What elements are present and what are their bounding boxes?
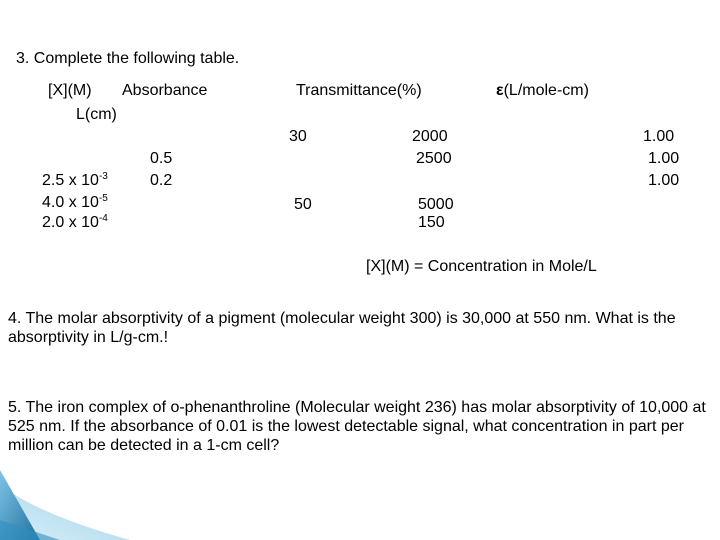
q4-number: 4.: [8, 310, 22, 327]
q5-number: 5.: [8, 399, 22, 416]
corner-swoosh-graphic: [0, 460, 130, 540]
concentration-note: [X](M) = Concentration in Mole/L: [366, 258, 597, 275]
length-cell: 1.00: [648, 172, 680, 189]
q3-heading: [16, 50, 239, 68]
q4-text: The molar absorptivity of a pigment (molecular weight 300) is 30,000 at 550 nm. What is the absorptivity in L/g-cm.!: [8, 310, 676, 346]
epsilon-cell: 2500: [416, 150, 452, 167]
epsilon-cell: 2000: [412, 128, 448, 145]
header-concentration: [X](M): [48, 82, 92, 99]
question-4: [8, 309, 708, 347]
q3-number: 3.: [16, 50, 30, 67]
q5-text: The iron complex of o-phenanthroline (Molecular weight 236) has molar absorptivity of 10,000 at 525 nm. If the absorbance of 0.01 is the lowest detectable signal, what concentration in part per million can be detected in a 1-cm cell?: [8, 399, 706, 454]
length-cell: 1.00: [648, 150, 680, 167]
transmittance-cell: 50: [294, 196, 312, 213]
header-absorbance: Absorbance: [122, 82, 208, 99]
header-epsilon: [496, 82, 589, 100]
header-transmittance: Transmittance(%): [296, 82, 422, 99]
absorbance-cell: 0.5: [150, 150, 173, 167]
epsilon-units: (L/mole-cm): [503, 82, 589, 99]
length-cell: 1.00: [643, 128, 675, 145]
concentration-cell: 2.0 x $10^{-4}$: [42, 213, 108, 231]
epsilon-symbol: ε: [496, 82, 504, 99]
header-length: L(cm): [76, 106, 117, 123]
absorbance-cell: 0.2: [150, 172, 173, 189]
epsilon-cell: 5000: [418, 196, 454, 213]
transmittance-cell: 30: [289, 128, 307, 145]
question-5: [8, 398, 708, 455]
concentration-cell: 4.0 x $10^{-5}$: [42, 193, 108, 211]
q3-text: Complete the following table.: [33, 50, 240, 67]
concentration-cell: 2.5 x $10^{-3}$: [42, 171, 108, 189]
corner-decoration: [0, 460, 130, 540]
epsilon-cell: 150: [418, 214, 445, 231]
